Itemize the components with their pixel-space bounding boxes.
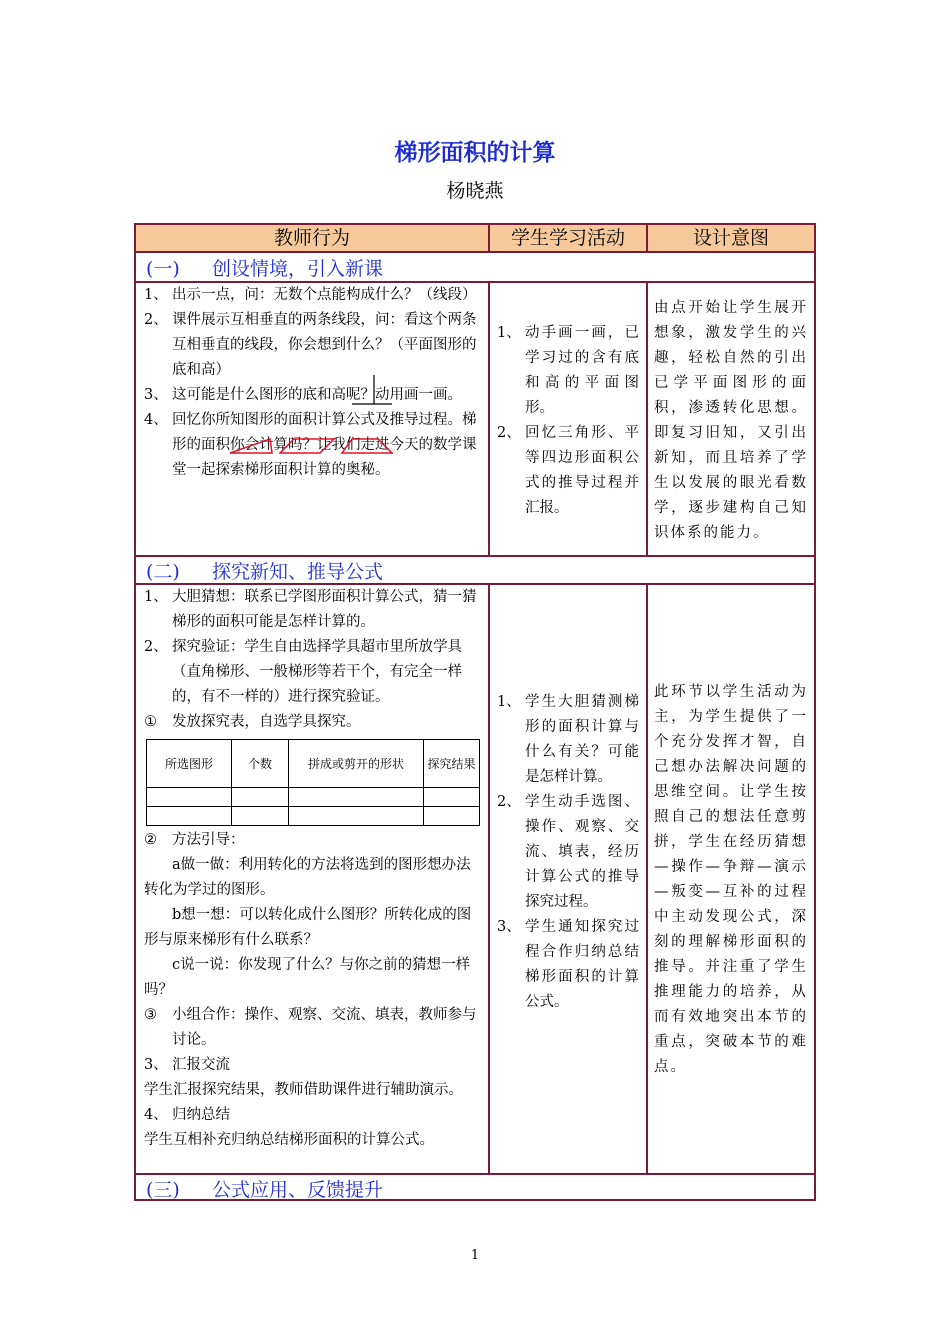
list-item: 3、 这可能是什么图形的底和高呢？动用画一画。 [144, 387, 462, 403]
divider [646, 225, 648, 253]
header-teacher: 教师行为 [273, 227, 350, 249]
list-item: 2、 课件展示互相垂直的两条线段，问：看这个两条互相垂直的线段，你会想到什么？（平面图形的底和高） [144, 312, 477, 378]
method-c: c说一说：你发现了什么？与你之前的猜想一样吗？ [144, 957, 471, 998]
list-item: 3、 汇报交流 [144, 1057, 230, 1073]
header-student: 学生学习活动 [510, 227, 625, 249]
page-title: 梯形面积的计算 [394, 140, 556, 166]
list-item: 1、 学生大胆猜测梯形的面积计算与什么有关？可能是怎样计算。 [497, 694, 639, 785]
page-number: 1 [470, 1248, 480, 1263]
list-item: 3、 学生通知探究过程合作归纳总结梯形面积的计算公式。 [497, 919, 639, 1010]
table-header-cell: 所选图形 [147, 740, 232, 788]
method-a: a做一做：利用转化的方法将选到的图形想办法转化为学过的图形。 [144, 857, 471, 898]
table-header-cell: 探究结果 [424, 740, 480, 788]
list-item: 4、 归纳总结 [144, 1107, 230, 1123]
author-name: 杨晓燕 [446, 180, 504, 202]
divider [488, 585, 490, 1175]
section-title-1 [146, 254, 383, 281]
divider [646, 585, 648, 1175]
section-number: (一) [146, 258, 180, 280]
list-item: ① 发放探究表，自选学具探究。 [144, 714, 361, 730]
divider [488, 283, 490, 555]
section-title-2 [146, 557, 383, 584]
trapezoid-shape [342, 439, 392, 453]
summary-text: 学生互相补充归纳总结梯形面积的计算公式。 [144, 1132, 434, 1148]
lesson-table [134, 223, 816, 1201]
divider [646, 283, 648, 555]
header-design: 设计意图 [692, 227, 769, 249]
red-shapes-figure [228, 433, 398, 455]
s2-student-cell [497, 690, 639, 1015]
list-item: 4、 回忆你所知图形的面积计算公式及推导过程。梯形的面积你会计算吗？让我们走进今天的数学课堂一起探索梯形面积计算的奥秘。 [144, 412, 477, 478]
section-number: (二) [146, 561, 180, 583]
divider [488, 225, 490, 253]
list-item: 2、 学生动手选图、操作、观察、交流、填表，经历计算公式的推导探究过程。 [497, 794, 639, 910]
table-row [147, 788, 480, 807]
list-item: 1、 出示一点，问：无数个点能构成什么？（线段） [144, 287, 477, 303]
triangle-shape [230, 439, 272, 453]
exploration-table [146, 739, 480, 826]
table-header-cell: 个数 [232, 740, 289, 788]
table-header-cell: 拼成或剪开的形状 [289, 740, 424, 788]
parallelogram-shape [280, 439, 334, 453]
s2-teacher-cell [144, 585, 484, 1153]
list-item: 2、 回忆三角形、平等四边形面积公式的推导过程并汇报。 [497, 425, 639, 516]
s2-design-cell: 此环节以学生活动为主，为学生提供了一个充分发挥才智，自己想办法解决问题的思维空间。让学生按照自己的想法任意剪拼，学生在经历猜想—操作—争辩—演示—叛变—互补的过程中主动发现公式，深刻的理解梯形面积的推导。并注重了学生推理能力的培养，从而有效地突出本节的重点，突破本节的难点。 [654, 684, 808, 1075]
table-row [147, 807, 480, 826]
list-item: 1、 动手画一画，已学习过的含有底和高的平面图形。 [497, 325, 639, 416]
list-item: ③ 小组合作：操作、观察、交流、填表，教师参与讨论。 [144, 1007, 477, 1048]
section-number: (三) [146, 1179, 180, 1201]
list-item: 2、 探究验证：学生自由选择学具超市里所放学具（直角梯形、一般梯形等若干个，有完全一样的，有不一样的）进行探究验证。 [144, 639, 462, 705]
section-title-3 [146, 1175, 383, 1202]
method-b: b想一想：可以转化成什么图形？所转化成的图形与原来梯形有什么联系？ [144, 907, 472, 948]
table-header-row [136, 225, 814, 253]
section-label: 创设情境，引入新课 [212, 258, 384, 280]
report-text: 学生汇报探究结果，教师借助课件进行辅助演示。 [144, 1082, 463, 1098]
s1-student-cell [497, 321, 639, 521]
s1-design-cell: 由点开始让学生展开想象，激发学生的兴趣，轻松自然的引出已学平面图形的面积，渗透转化思想。即复习旧知，又引出新知，而且培养了学生以发展的眼光看数学，逐步建构自己知识体系的能力。 [654, 300, 808, 541]
section-label: 探究新知、推导公式 [212, 561, 384, 583]
section-label: 公式应用、反馈提升 [212, 1179, 384, 1201]
list-item: 1、 大胆猜想：联系已学图形面积计算公式，猜一猜梯形的面积可能是怎样计算的。 [144, 589, 477, 630]
perpendicular-segments-figure [346, 373, 394, 409]
list-item: ② 方法引导： [144, 832, 245, 848]
